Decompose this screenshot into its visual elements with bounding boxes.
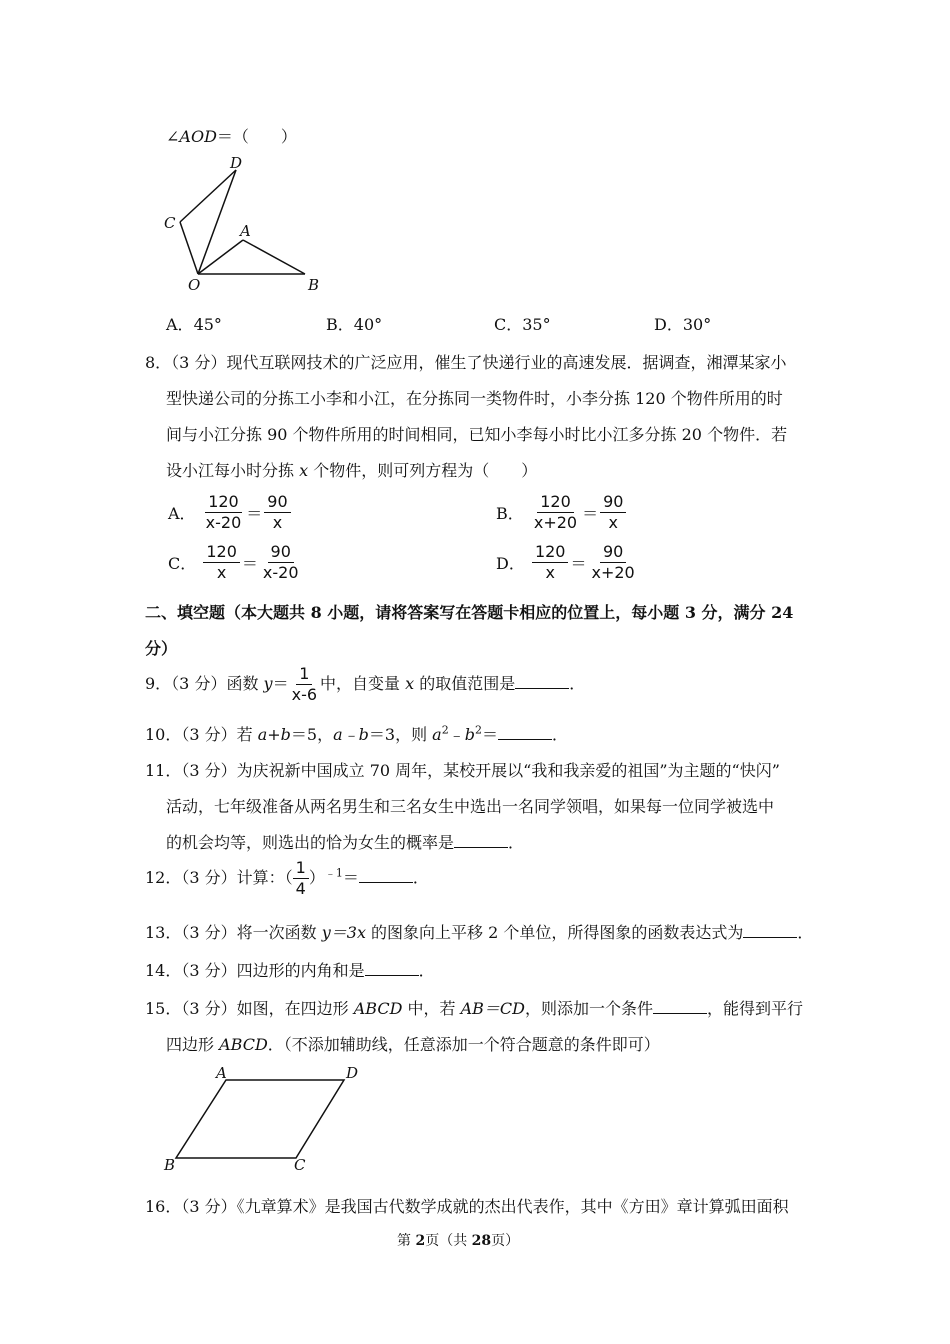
label-a: A [240,222,251,240]
page-footer: 第 2页（共 28页） [397,1233,520,1249]
q13-answer-blank[interactable] [743,923,797,938]
q11-line-1: 11．（3 分）为庆祝新中国成立 70 周年，某校开展以“我和我亲爱的祖国”为主题的“快闪” [145,761,780,780]
q8-option-c[interactable]: C． $\frac{120}{x}$ ＝ $\frac{90}{x-20}$ [168,542,299,582]
q12-answer-blank[interactable] [359,868,413,883]
q15-line-1: 15．（3 分）如图，在四边形 ABCD 中，若 AB＝CD，则添加一个条件 ，能得到平行 [145,999,804,1018]
q11-line-2: 活动，七年级准备从两名男生和三名女生中选出一名同学领唱，如果每一位同学被选中 [166,797,775,816]
section-2-heading-cont: 分） [145,639,178,658]
q8-option-b[interactable]: B． $\frac{120}{x+20}$ ＝ $\frac{90}{x}$ [494,492,626,533]
segment-ab [243,240,305,274]
q15-answer-blank[interactable] [653,999,707,1014]
segment-oc [180,222,198,274]
label-c: C [164,214,176,232]
q8-line-4: 设小江每小时分拣 x 个物件，则可列方程为（ ） [166,461,538,480]
q7-option-c[interactable]: C．35° [494,315,551,334]
q12: 12．（3 分）计算：（ $\frac{1}{4}$ ）$^{﹣1}$＝ ． [145,858,429,898]
q8-line-3: 间与小江分拣 90 个物件所用的时间相同，已知小李每小时比小江多分拣 20 个物件．若 [166,425,788,444]
section-2-heading: 二、填空题（本大题共 8 小题，请将答案写在答题卡相应的位置上，每小题 3 分，满分 24 [145,603,794,622]
label-b: B [308,276,320,294]
q15-line-2: 四边形 ABCD．（不添加辅助线，任意添加一个符合题意的条件即可） [166,1035,660,1054]
q10: 10．（3 分）若 a+b＝5，a﹣b＝3，则 $a^2﹣b^2=$ ． [145,723,569,744]
q8-line-1: 8．（3 分）现代互联网技术的广泛应用，催生了快递行业的高速发展．据调查，湘潭某家小 [145,353,787,372]
q8-line-2: 型快递公司的分拣工小李和小江，在分拣同一类物件时，小李分拣 120 个物件所用的时 [166,389,783,408]
q7-question-tail: ∠AOD＝（ ） [166,127,297,146]
q11-answer-blank[interactable] [454,833,508,848]
q7-option-d[interactable]: D．30° [654,315,712,334]
segment-od [198,170,236,274]
q14-answer-blank[interactable] [365,961,419,976]
q8-option-a[interactable]: A． $\frac{120}{x-20}$ ＝ $\frac{90}{x}$ [166,492,291,533]
label-d: D [230,154,243,172]
q14: 14．（3 分）四边形的内角和是 ． [145,961,435,980]
q7-option-b[interactable]: B．40° [326,315,383,334]
parallelogram-abcd [176,1080,344,1158]
q11-line-3: 的机会均等，则选出的恰为女生的概率是 ． [166,833,525,852]
q16-line-1: 16．（3 分）《九章算术》是我国古代数学成就的杰出代表作，其中《方田》章计算弧田面积 [145,1197,789,1216]
q15-parallelogram-figure [160,1064,370,1178]
q10-answer-blank[interactable] [498,725,552,740]
q13: 13．（3 分）将一次函数 y＝3x 的图象向上平移 2 个单位，所得图象的函数表达式为 ． [145,923,814,942]
segment-cd [180,170,236,222]
q7-angle-figure [160,150,330,300]
q9-answer-blank[interactable] [515,674,569,689]
q9: 9．（3 分）函数 y＝ $\frac{1}{x-6}$ 中，自变量 x 的取值范围是 ． [145,664,586,704]
label-c: C [294,1156,306,1174]
q8-option-d[interactable]: D． $\frac{120}{x}$ ＝ $\frac{90}{x+20}$ [496,542,635,582]
label-b: B [164,1156,176,1174]
q7-option-a[interactable]: A．45° [166,315,222,334]
label-d: D [346,1064,359,1082]
label-a: A [216,1064,227,1082]
label-o: O [188,276,201,294]
